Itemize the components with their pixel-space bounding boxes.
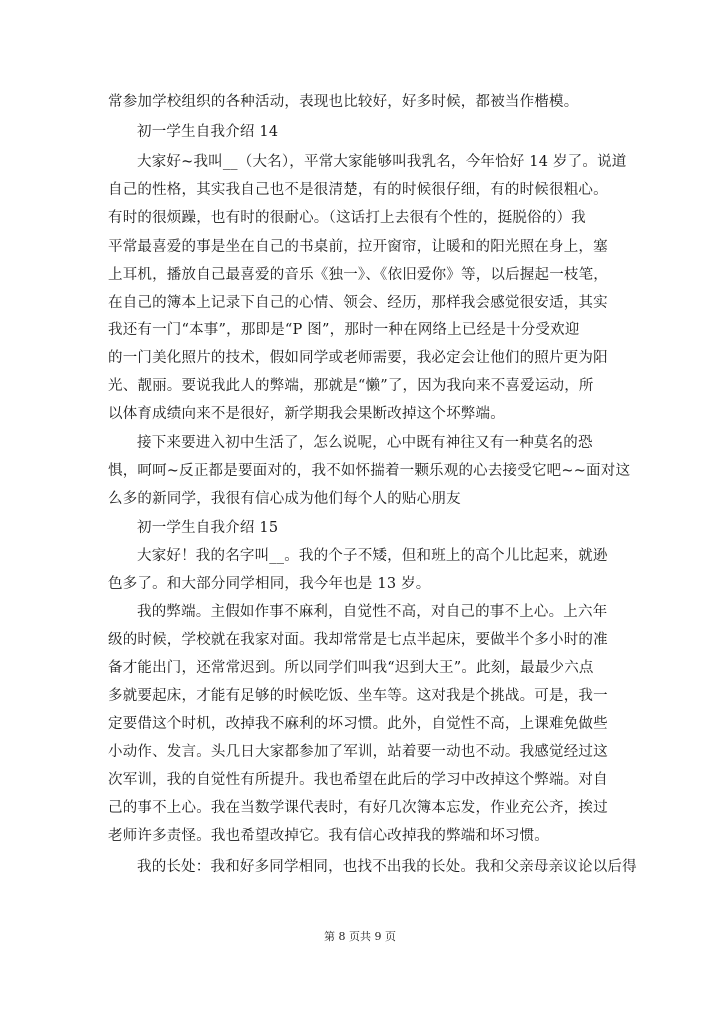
text-line: 接下来要进入初中生活了，怎么说呢，心中既有神往又有一种莫名的恐 (137, 435, 593, 451)
text-line: 光、靓丽。要说我此人的弊端，那就是“懒”了，因为我向来不喜爱运动，所 (108, 378, 594, 394)
text-line: 的一门美化照片的技术，假如同学或老师需要，我必定会让他们的照片更为阳 (108, 350, 608, 366)
text-line: 定要借这个时机，改掉我不麻利的坏习惯。此外，自觉性不高，上课难免做些 (108, 716, 608, 732)
text-line: 以体育成绩向来不是很好，新学期我会果断改掉这个坏弊端。 (108, 406, 505, 422)
text-line: 惧，呵呵~反正都是要面对的，我不如怀揣着一颗乐观的心去接受它吧~~面对这 (108, 463, 631, 479)
text-line: 大家好~我叫__（大名），平常大家能够叫我乳名，今年恰好 14 岁了。说道 (137, 154, 627, 170)
text-line: 大家好！我的名字叫__。我的个子不矮，但和班上的高个儿比起来，就逊 (137, 548, 608, 564)
section-heading: 初一学生自我介绍 14 (137, 124, 279, 140)
text-line: 我的弊端。主假如作事不麻利，自觉性不高，对自己的事不上心。上六年 (137, 604, 608, 620)
text-line: 小动作、发言。头几日大家都参加了军训，站着要一动也不动。我感觉经过这 (108, 744, 608, 760)
text-line: 上耳机，播放自己最喜爱的音乐《独一》、《依旧爱你》等，以后握起一枝笔， (108, 267, 608, 283)
text-line: 多就要起床，才能有足够的时候吃饭、坐车等。这对我是个挑战。可是，我一 (108, 688, 608, 704)
text-line: 我的长处：我和好多同学相同，也找不出我的长处。我和父亲母亲议论以后得 (137, 859, 637, 875)
text-line: 自己的性格，其实我自己也不是很清楚，有的时候很仔细，有的时候很粗心。 (108, 182, 608, 198)
text-line: 在自己的簿本上记录下自己的心情、领会、经历，那样我会感觉很安适，其实 (108, 295, 608, 311)
text-line: 平常最喜爱的事是坐在自己的书桌前，拉开窗帘，让暖和的阳光照在身上，塞 (108, 239, 608, 255)
text-line: 有时的很烦躁，也有时的很耐心。（这话打上去很有个性的，挺脱俗的）我 (108, 210, 586, 226)
text-line: 己的事不上心。我在当数学课代表时，有好几次簿本忘发，作业充公齐，挨过 (108, 800, 608, 816)
text-line: 么多的新同学，我很有信心成为他们每个人的贴心朋友 (108, 491, 461, 507)
text-line: 备才能出门，还常常迟到。所以同学们叫我“迟到大王”。此刻，最最少六点 (108, 660, 594, 676)
text-line: 老师许多责怪。我也希望改掉它。我有信心改掉我的弊端和坏习惯。 (108, 828, 549, 844)
text-line: 级的时候，学校就在我家对面。我却常常是七点半起床，要做半个多小时的准 (108, 632, 608, 648)
text-line: 常参加学校组织的各种活动，表现也比较好，好多时候，都被当作楷模。 (108, 94, 579, 110)
page-footer: 第 8 页共 9 页 (324, 930, 396, 943)
text-line: 我还有一门“本事”，那即是“P 图”，那时一种在网络上已经是十分受欢迎 (108, 322, 580, 338)
text-line: 次军训，我的自觉性有所提升。我也希望在此后的学习中改掉这个弊端。对自 (108, 772, 608, 788)
section-heading: 初一学生自我介绍 15 (137, 520, 279, 536)
text-line: 色多了。和大部分同学相同，我今年也是 13 岁。 (108, 576, 431, 592)
